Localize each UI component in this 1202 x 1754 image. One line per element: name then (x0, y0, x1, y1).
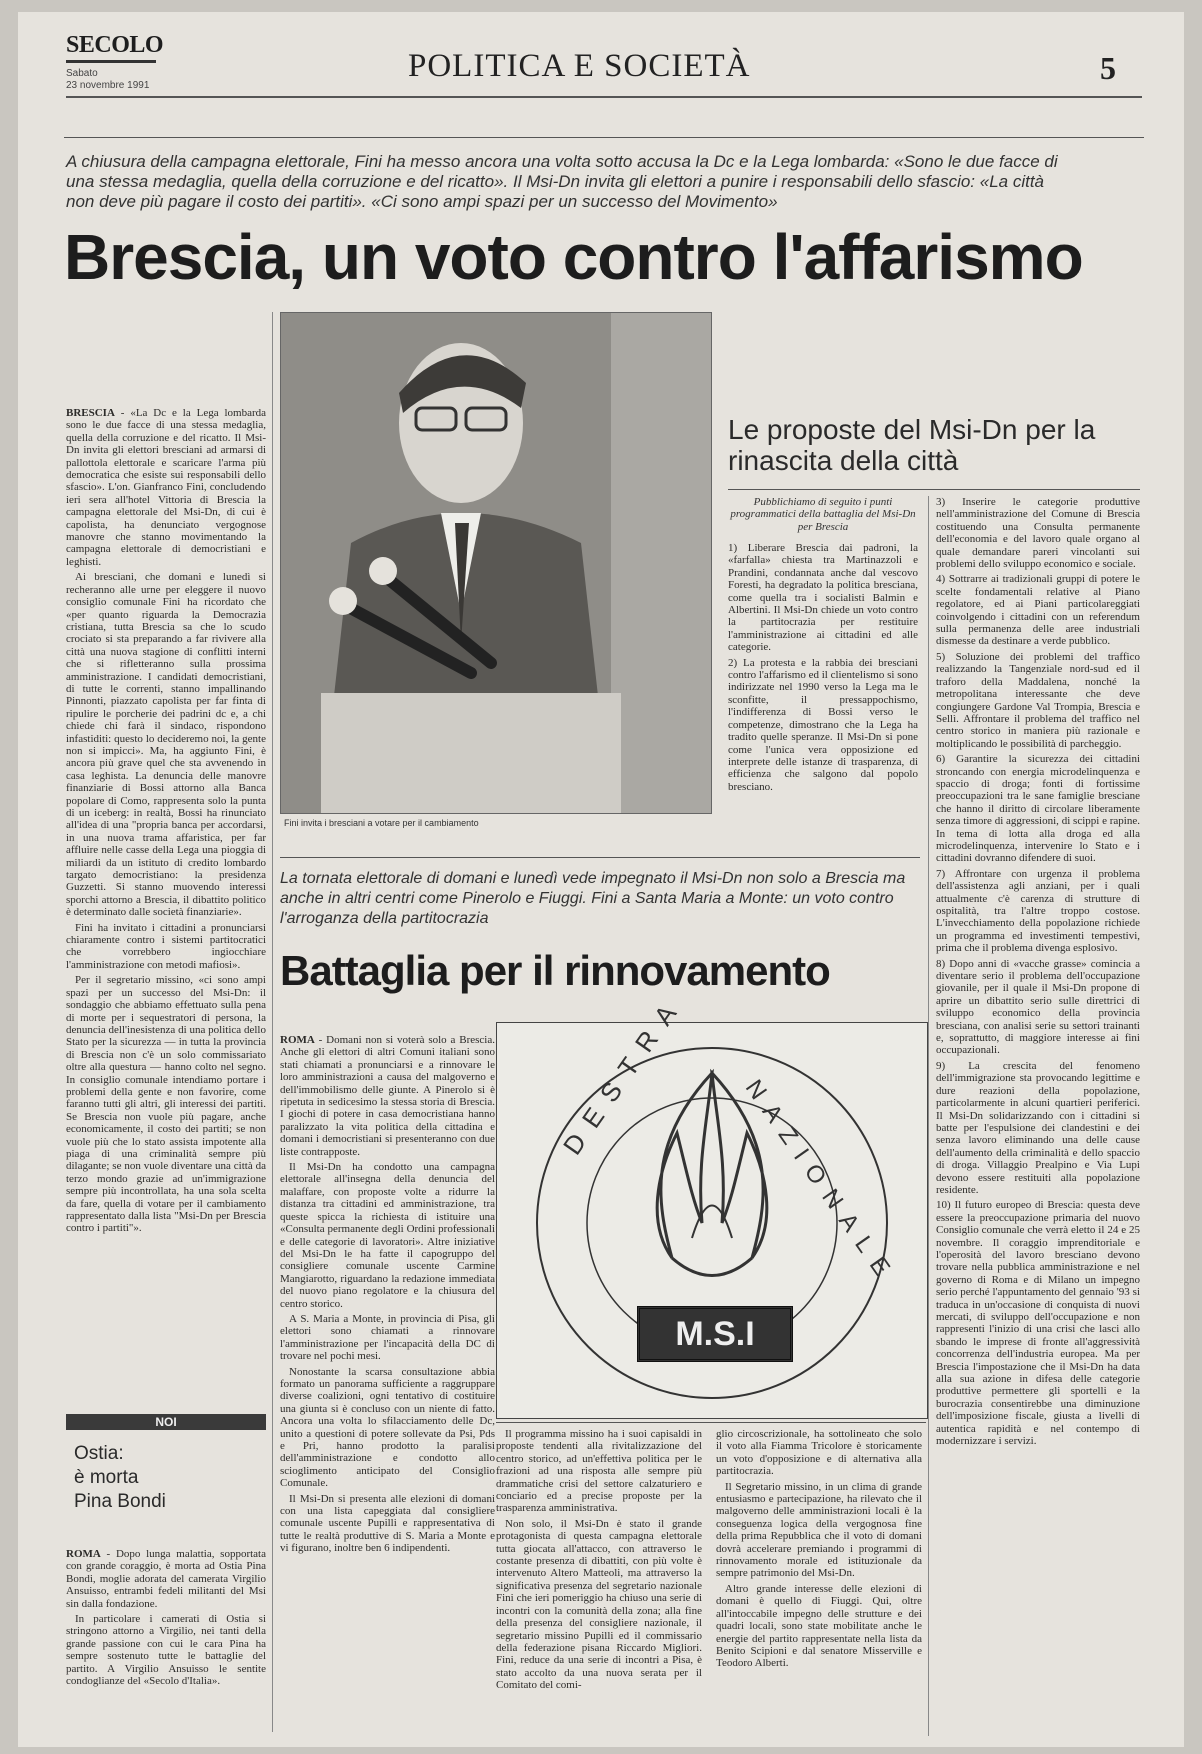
second-body-paragraph: glio circoscrizionale, ha sottolineato che solo il voto alla Fiamma Tricolore è storicamente un voto d'opposizione e di alternativa alla partitocrazia. (716, 1428, 922, 1478)
section-title: POLITICA E SOCIETÀ (408, 48, 751, 84)
logo-badge: M.S.I (637, 1306, 793, 1362)
main-body-paragraph: - «La Dc e la Lega lombarda sono le due facce di una stessa medaglia, quella della corruzione e del ricatto. Il Msi-Dn invita gli elettori bresciani ad armarsi di pallottola elettorale e scaricare l'arma più democratica che esiste sui responsabili dello sfascio». L'on. Gianfranco Fini, concludendo ieri sera all'hotel Vittoria di Brescia la campagna elettorale del Msi-Dn, di cui è capolista, ha denunciato vergognose manovre che stanno movimentando la campagna elettorale di democristiani e leghisti. (66, 407, 266, 568)
column-rule (928, 496, 929, 1736)
second-body-paragraph: - Domani non si voterà solo a Brescia. Anche gli elettori di altri Comuni italiani sono stati chiamati a pronunciarsi e a rinnovare le loro amministrazioni a causa del malgoverno e dell'immobilismo delle giunte. A Pinerolo si è ripetuta in sedicesimo la stessa storia di Brescia. I giochi di potere in casa democristiana hanno paralizzato la vita politica della cittadina e domani i democristiani si presenteranno con due liste contrapposte. (280, 1034, 495, 1158)
noi-headline-line: Ostia: (74, 1443, 124, 1464)
logo-bottom-rule (496, 1422, 926, 1423)
photo-illustration (281, 313, 711, 813)
proposals-intro: Pubblichiamo di seguito i punti programmatici della battaglia del Msi-Dn per Brescia (730, 496, 916, 533)
main-body-paragraph: Per il segretario missino, «ci sono ampi spazi per un successo del Msi-Dn: il sondaggio che abbiamo effettuato sulla pena di morte per i sequestratori di persona, la denuncia dell'inesistenza di una politica dello Stato per la sicurezza — in tutta la provincia di Brescia non c'è un solo commissariato oltre alla questura — hanno colto nel segno. In consiglio comunale intendiamo portare i problemi della gente e non favorire, come faranno tutti gli altri, gli interessi dei partiti. Se Brescia non vuole più pagare, anche economicamente, il costo dei partiti; se non vuole più che lo stato assista impotente alla piaga di una criminalità sempre più dilagante; se non vuole diventare una città da terzo mondo grazie ad un'immigrazione sempre più incontrollata, ha una sola scelta da fare, quella di votare per il cambiamento rappresentato dalla lista "Msi-Dn per Brescia contro i partiti"». (66, 974, 266, 1235)
second-body-paragraph: Il Msi-Dn si presenta alle elezioni di domani con una lista capeggiata dal consigliere comunale uscente Pupilli e rappresentativa di tutte le realtà produttive di S. Maria a Monte e vi figurano, inoltre ben 6 indipendenti. (280, 1492, 495, 1555)
noi-headline (74, 1442, 264, 1514)
second-body-paragraph: Non solo, il Msi-Dn è stato il grande protagonista di questa campagna elettorale tutta giocata all'attacco, con attraverso le costante presenza di dibattiti, con più volte è intervenuto Altero Matteoli, ma attraverso la significativa presenza del segretario nazionale Fini che ieri pomeriggio ha chiuso una serie di incontri con la comunità della zona; alla fine della presenza del consigliere nazionale, il segretario missino Pupilli ed il commissario della federazione pisana Riccardo Migliori. Fini, reduce da una serie di incontri a Pisa, è stato accolto da una nuova serata per il Comitato del comi- (496, 1517, 702, 1692)
msi-logo-box (496, 987, 928, 1419)
article-top-rule (64, 137, 1144, 138)
newspaper-page (18, 12, 1184, 1747)
main-article-body (66, 407, 266, 1392)
proposal-item: 6) Garantire la sicurezza dei cittadini stroncando con energia microdelinquenza e spaccio di droga; fonti di fortissime preoccupazioni tra le sane famiglie bresciane che hanno il diritto di circolare liberamente senza timore di aggressioni, di scippi e rapine. In tema di lotta alla droga ed alla microdelinquenza, intervenire lo Stato e i cittadini dovranno difendere di suoi. (936, 753, 1140, 865)
second-body-paragraph: A S. Maria a Monte, in provincia di Pisa, gli elettori sono chiamati a rinnovare l'amministrazione per l'incapacità della DC di trovare nel pochi mesi. (280, 1312, 495, 1363)
second-body-paragraph: Il programma missino ha i suoi capisaldi in proposte tendenti alla rivitalizzazione del centro storico, ad un'effettiva politica per le frazioni ad una risposta alle sempre più drammatiche crisi del settore calzaturiero e conciario ed a precise proposte per la trasparenza amministrativa. (496, 1428, 702, 1515)
logo-ring-right: NAZIONALE (739, 1075, 902, 1291)
page-number: 5 (1100, 50, 1116, 86)
second-article-rule (280, 857, 920, 858)
proposal-item: 2) La protesta e la rabbia dei bresciani contro l'affarismo ed il clientelismo si sono indirizzate nel 1990 verso la Lega ma le sconfitte, il pressappochismo, l'indifferenza di Bossi verso le competenze, dimostrano che la Lega ha tradito quelle speranze. Il Msi-Dn si pone come l'unica vera opposizione ed interprete delle istanze di trasparenza, di efficienza che salgono dal popolo bresciano. (728, 656, 918, 793)
noi-body-paragraph: - Dopo lunga malattia, sopportata con grande coraggio, è morta ad Ostia Pina Bondi, moglie adorata del camerata Virgilio Ansuisso, entrambi fedeli militanti del Msi sin dalla fondazione. (66, 1548, 266, 1610)
proposal-item: 9) La crescita del fenomeno dell'immigrazione sta provocando legittime e dure reazioni della popolazione, particolarmente in alcuni quartieri periferici. Il Msi-Dn solidarizzando con i cittadini si batte per l'espulsione dei clandestini e dei senza lavoro eliminando una delle cause dell'aumento della criminalità e dello spaccio di droga. Villaggio Prealpino e Via Lupi devono essere restituiti alla popolazione residente. (936, 1059, 1140, 1196)
logo-ring-left: DESTRA (557, 987, 691, 1161)
masthead-rule (66, 96, 1142, 98)
logo-underline (66, 60, 156, 63)
second-article-column-3 (716, 1428, 922, 1728)
proposal-item: 4) Sottrarre ai tradizionali gruppi di potere le scelte fondamentali relative al Piano regolatore, ed ai Piani particolareggiati coinvolgendo i cittadini con un referendum sulla permanenza delle aree industriali dismesse da destinare a verde pubblico. (936, 573, 1140, 648)
main-body-paragraph: Fini ha invitato i cittadini a pronunciarsi chiaramente contro i sistemi partitocratici che vorrebbero ingiocchiare l'amministrazione con metodi mafiosi». (66, 921, 266, 971)
photo-caption: Fini invita i bresciani a votare per il cambiamento (284, 818, 479, 828)
column-rule (272, 312, 273, 1732)
dateline: BRESCIA (66, 407, 115, 419)
second-article-body (280, 1034, 495, 1555)
proposal-item: 8) Dopo anni di «vacche grasse» comincia a diventare serio il problema dell'occupazione giovanile, per il quale il Msi-Dn propone di aprire un dibattito serio sulle direttrici di sviluppo economico della provincia bresciana, con analisi serie su settori trainanti e, soprattutto, di maggiore interesse ai fini occupazionali. (936, 957, 1140, 1057)
second-kicker: La tornata elettorale di domani e lunedì vede impegnato il Msi-Dn non solo a Brescia ma anche in altri centri come Pinerolo e Fiuggi. Fini a Santa Maria a Monte: un voto contro l'arroganza della partitocrazia (280, 870, 906, 927)
noi-body (66, 1548, 266, 1738)
noi-body-paragraph: In particolare i camerati di Ostia si stringono attorno a Virgilio, nei tanti della grande passione con cui le cara Pina ha sempre sostenuto tutte le battaglie del partito. A Virgilio Ansuisso le sentite condoglianze del «Secolo d'Italia». (66, 1613, 266, 1688)
proposals-column-2 (936, 496, 1140, 1741)
proposal-item: 1) Liberare Brescia dai padroni, la «farfalla» chiesta tra Martinazzoli e Prandini, condannata anche dal vescovo Foresti, ha degradato la politica bresciana, come quella tra i socialisti Balmin e Albertini. Il Msi-Dn chiede un voto contro la partitocrazia per restituire l'amministrazione ai cittadini ed alle categorie. (728, 542, 918, 654)
issue-date: 23 novembre 1991 (66, 80, 150, 91)
dateline: ROMA (280, 1034, 315, 1046)
proposal-item: 5) Soluzione dei problemi del traffico realizzando la Tangenziale nord-sud ed il traforo della Maddalena, nonché la metropolitana interessante che deve congiungere Gardone Val Trompia, Brescia e Sellì. Affrontare il problema del traffico nel centro storico in maniera più razionale e moltiplicando le possibilità di parcheggio. (936, 650, 1140, 750)
dateline: ROMA (66, 1548, 101, 1560)
proposal-item: 3) Inserire le categorie produttive nell'amministrazione del Comune di Brescia costituendo una Consulta permanente dell'economia e del lavoro quale organo al quale demandare pareri vincolanti sui problemi dello sviluppo economico e sociale. (936, 496, 1140, 571)
second-body-paragraph: Altro grande interesse delle elezioni di domani è quello di Fiuggi. Qui, oltre all'intoccabile impegno delle strutture e dei quadri locali, sono state mobilitate anche le energie del partito rappresentate nella lista da Benito Scipioni e dal senatore Misserville e Teodoro Alberti. (716, 1582, 922, 1670)
main-kicker: A chiusura della campagna elettorale, Fini ha messo ancora una volta sotto accusa la Dc e la Lega lombarda: «Sono le due facce di una stessa medaglia, quella della corruzione e del ricatto». Il Msi-Dn invita gli elettori a punire i responsabili dello sfascio: «La città non deve più pagare il costo dei partiti». «Ci sono ampi spazi per un successo del Movimento» (66, 152, 1058, 211)
second-article-column-2 (496, 1428, 702, 1728)
main-body-paragraph: Ai bresciani, che domani e lunedì si recheranno alle urne per eleggere il nuovo consiglio comunale Fini ha ricordato che «per quanto riguarda la Democrazia cristiana, tutta Brescia sa che lo scudo crociato si sta preparando a far rivivere alla città una nuova stagione di conflitti interni che si rifletteranno sulla prossima amministrazione. I candidati democristiani, di tutte le correnti, stanno impallinando Pinnonti, piazzato capolista per far finta di ripulire le porcherie dei padrini dc e, a chi chiede chi farà il sindaco, rispondono infastiditi: questo lo decideremo noi, la gente non si impicci». Ma, ha aggiunto Fini, è ancora più grave quel che sta avvenendo in casa leghista. La denuncia delle manovre finanziarie di Bossi attorno alla Banca popolare di Como, rappresenta solo la punta di un iceberg: in realtà, Bossi ha rinunciato all'idea di una "propria banca per accordarsi, in una nuova trama affaristica, per far affluire nelle casse della Lega una pioggia di miliardi da un istituto di credito lombardo targato democristiano: la presidenza Guzzetti. Si stanno muovendo interessi sporchi attorno a Brescia, il dibattito politico è determinato dalle società finanziarie». (66, 571, 266, 919)
second-body-paragraph: Il Msi-Dn ha condotto una campagna elettorale all'insegna della denuncia del malaffare, con proposte volte a ridurre la distanza tra cittadini ed amministrazione, tra queste spicca la richiesta di istituire una «Consulta permanente degli Ordini professionali e delle categorie di lavoratori». Altre iniziative del Msi-Dn le ha fatte il capogruppo del consigliere comunale uscente Carmine Mangiarotto, riguardano la redazione immediata del nuovo piano regolatore e la chiusura del centro storico. (280, 1161, 495, 1310)
proposal-item: 10) Il futuro europeo di Brescia: questa deve essere la preoccupazione primaria del nuovo Consiglio comunale che verrà eletto il 24 e 25 novembre. Il coraggio imprenditoriale e l'operosità del lavoro bresciano devono trovare nella pubblica amministrazione e nel governo di Roma e di Milano un impegno serio perché l'appuntamento del gennaio '93 si traduca in un'occasione di conquista di nuovi mercati, di sviluppo dell'occupazione e non rappresenti l'inizio di una crisi che lasci allo sbando le imprese di fronte all'aggressività concorrenza dell'industria europea. Ma per Brescia l'impostazione che il Msi-Dn ha data alla sua azione in difesa delle categorie produttive permettere gli sportelli e la burocrazia consentirebbe una diminuzione dell'imposizione fiscale, giusta a livelli di autentica rapidità e nel contempo di modernizzare i servizi. (936, 1199, 1140, 1448)
second-body-paragraph: Il Segretario missino, in un clima di grande entusiasmo e partecipazione, ha rilevato che il malgoverno delle amministrazioni locali è la conseguenza logica della vergognosa fine della prima Repubblica che il voto di domani dovrà accelerare premiando i programmi di rinnovamento morale ed istituzionale da sempre patrimonio del Msi-Dn. (716, 1480, 922, 1580)
noi-section-bar: NOI (66, 1414, 266, 1430)
proposals-column-1 (728, 542, 918, 832)
newspaper-logo: SECOLO (66, 32, 164, 58)
noi-headline-line: è morta (74, 1467, 139, 1488)
noi-headline-line: Pina Bondi (74, 1491, 166, 1512)
proposal-item: 7) Affrontare con urgenza il problema dell'assistenza agli anziani, per i quali attualmente c'è carenza di strutture di ospitalità, tra l'altre troppo costose. L'invecchiamento della popolazione richiede un programma ed investimenti tempestivi, prima che il problema divenga esplosivo. (936, 867, 1140, 955)
second-headline: Battaglia per il rinnovamento (280, 947, 830, 994)
second-body-paragraph: Nonostante la scarsa consultazione abbia formato un panorama sufficiente a raggruppare diverse coalizioni, ogni tentativo di costituire una giunta si è concluso con un niente di fatto. Ancora una volta lo sfilacciamento delle Dc, unito a questioni di potere sollevate da Psi, Pds e Pri, hanno prodotto la paralisi dell'amministrazione e condotto allo scioglimento anticipato del Consiglio Comunale. (280, 1365, 495, 1490)
speaker-photo (280, 312, 712, 814)
proposals-rule (728, 489, 1140, 490)
main-headline: Brescia, un voto contro l'affarismo (64, 221, 1083, 293)
proposals-headline: Le proposte del Msi-Dn per la rinascita della città (728, 414, 1096, 476)
issue-day: Sabato (66, 68, 98, 79)
